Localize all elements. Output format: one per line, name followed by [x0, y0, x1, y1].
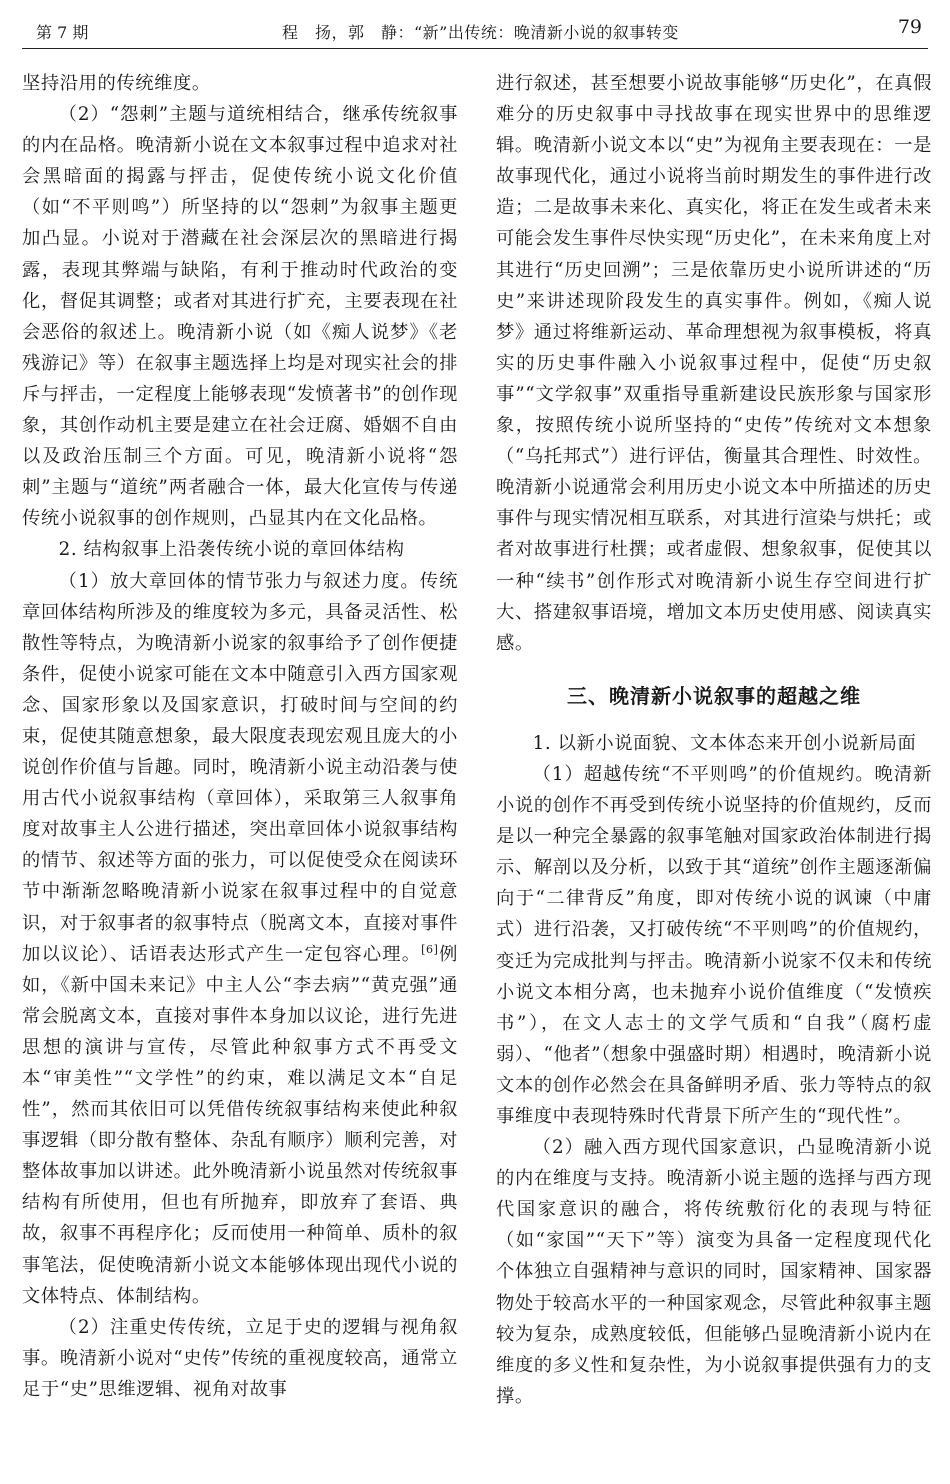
paragraph: （2）注重史传传统，立足于史的逻辑与视角叙事。晚清新小说对“史传”传统的重视度较高，通常立足于“史”思维逻辑、视角对故事	[22, 1316, 458, 1400]
citation-ref: [6]	[421, 942, 439, 956]
left-column	[22, 68, 458, 1405]
right-column	[496, 68, 932, 1412]
section-title: 三、晚清新小说叙事的超越之维	[567, 683, 861, 708]
running-title: 程 扬，郭 静：“新”出传统：晚清新小说的叙事转变	[282, 23, 679, 42]
paragraph: 坚持沿用的传统维度。	[22, 73, 211, 94]
issue-number: 第 7 期	[36, 23, 89, 42]
paragraph: （2）“怨刺”主题与道统相结合，继承传统叙事的内在品格。晚清新小说在文本叙事过程中追求对社会黑暗面的揭露与抨击，促使传统小说文化价值（如“不平则鸣”）所坚持的以“怨刺”为叙事主题更加凸显。小说对于潜藏在社会深层次的黑暗进行揭露，表现其弊端与缺陷，有利于推动时代政治的变化，督促其调整；或者对其进行扩充，主要表现在社会恶俗的叙述上。晚清新小说（如《痴人说梦》《老残游记》等）在叙事主题选择上均是对现实社会的排斥与抨击，一定程度上能够表现“发愤著书”的创作现象，其创作动机主要是建立在社会迂腐、婚姻不自由以及政治压制三个方面。可见，晚清新小说将“怨刺”主题与“道统”两者融合一体，最大化宣传与传递传统小说叙事的创作规则，凸显其内在文化品格。	[22, 104, 458, 530]
paragraph: 进行叙述，甚至想要小说故事能够“历史化”，在真假难分的历史叙事中寻找故事在现实世界中的思维逻辑。晚清新小说文本以“史”为视角主要表现在：一是故事现代化，通过小说将当前时期发生的事件进行改造；二是故事未来化、真实化，将正在发生或者未来可能会发生事件尽快实现“历史化”，在未来角度上对其进行“历史回溯”；三是依靠历史小说所讲述的“历史”来讲述现阶段发生的真实事件。例如，《痴人说梦》通过将维新运动、革命理想视为叙事模板，将真实的历史事件融入小说叙事过程中，促使“历史叙事”“文学叙事”双重指导重新建设民族形象与国家形象，按照传统小说所坚持的“史传”传统对文本想象（“乌托邦式”）进行评估，衡量其合理性、时效性。晚清新小说通常会利用历史小说文本中所描述的历史事件与现实情况相互联系，对其进行渲染与烘托；或者对故事进行杜撰；或者虚假、想象叙事，促使其以一种“续书”创作形式对晚清新小说生存空间进行扩大、搭建叙事语境，增加文本历史使用感、阅读真实感。	[496, 73, 932, 654]
paragraph: （1）超越传统“不平则鸣”的价值规约。晚清新小说的创作不再受到传统小说坚持的价值规约，反而是以一种完全暴露的叙事笔触对国家政治体制进行揭示、解剖以及分析，以致于其“道统”创作主题逐渐偏向于“二律背反”角度，即对传统小说的讽谏（中庸式）进行沿袭，又打破传统“不平则鸣”的价值规约，变迁为完成批判与抨击。晚清新小说家不仅未和传统小说文本相分离，也未抛弃小说价值维度（“发愤疾书”），在文人志士的文学气质和“自我”（腐朽虚弱）、“他者”（想象中强盛时期）相遇时，晚清新小说文本的创作必然会在具备鲜明矛盾、张力等特点的叙事维度中表现特殊时代背景下所产生的“现代性”。	[496, 763, 932, 1127]
paragraph: （2）融入西方现代国家意识，凸显晚清新小说的内在维度与支持。晚清新小说主题的选择与西方现代国家意识的融合，将传统敷衍化的表现与特征（如“家国”“天下”等）演变为具备一定程度现代化个体独立自强精神与意识的同时，国家精神、国家器物处于较高水平的一种国家观念，尽管此种叙事主题较为复杂，成熟度较低，但能够凸显晚清新小说内在维度的多义性和复杂性，为小说叙事提供强有力的支撑。	[496, 1137, 932, 1407]
running-header	[22, 12, 928, 49]
paragraph	[22, 566, 458, 1312]
paragraph-text: （1）放大章回体的情节张力与叙述力度。传统章回体结构所涉及的维度较为多元，具备灵活性、松散性等特点，为晚清新小说家的叙事给予了创作便捷条件，促使小说家可能在文本中随意引入西方国家观念、国家形象以及国家意识，打破时间与空间的约束，促使其随意想象，最大限度表现宏观且庞大的小说创作价值与旨趣。同时，晚清新小说主动沿袭与使用古代小说叙事结构（章回体），采取第三人叙事角度对故事主人公进行描述，突出章回体小说叙事结构的情节、叙述等方面的张力，可以促使受众在阅读环节中渐渐忽略晚清新小说家在叙事过程中的自觉意识，对于叙事者的叙事特点（脱离文本，直接对事件加以议论）、话语表达形式产生一定包容心理。	[22, 570, 458, 965]
subsection-heading: 2. 结构叙事上沿袭传统小说的章回体结构	[58, 539, 405, 561]
subsection-heading: 1. 以新小说面貌、文本体态来开创小说新局面	[532, 732, 917, 754]
paragraph-text: 例如，《新中国未来记》中主人公“李去病”“黄克强”通常会脱离文本，直接对事件本身加以议论，进行先进思想的演讲与宣传，尽管此种叙事方式不再受文本“审美性”“文学性”的约束，难以满足文本“自足性”，然而其依旧可以凭借传统叙事结构来使此种叙事逻辑（即分散有整体、杂乱有顺序）顺利完善，对整体故事加以讲述。此外晚清新小说虽然对传统叙事结构有所使用，但也有所抛弃，即放弃了套语、典故，叙事不再程序化；反而使用一种简单、质朴的叙事笔法，促使晚清新小说文本能够体现出现代小说的文体特点、体制结构。	[22, 943, 458, 1307]
page-number: 79	[897, 16, 922, 38]
